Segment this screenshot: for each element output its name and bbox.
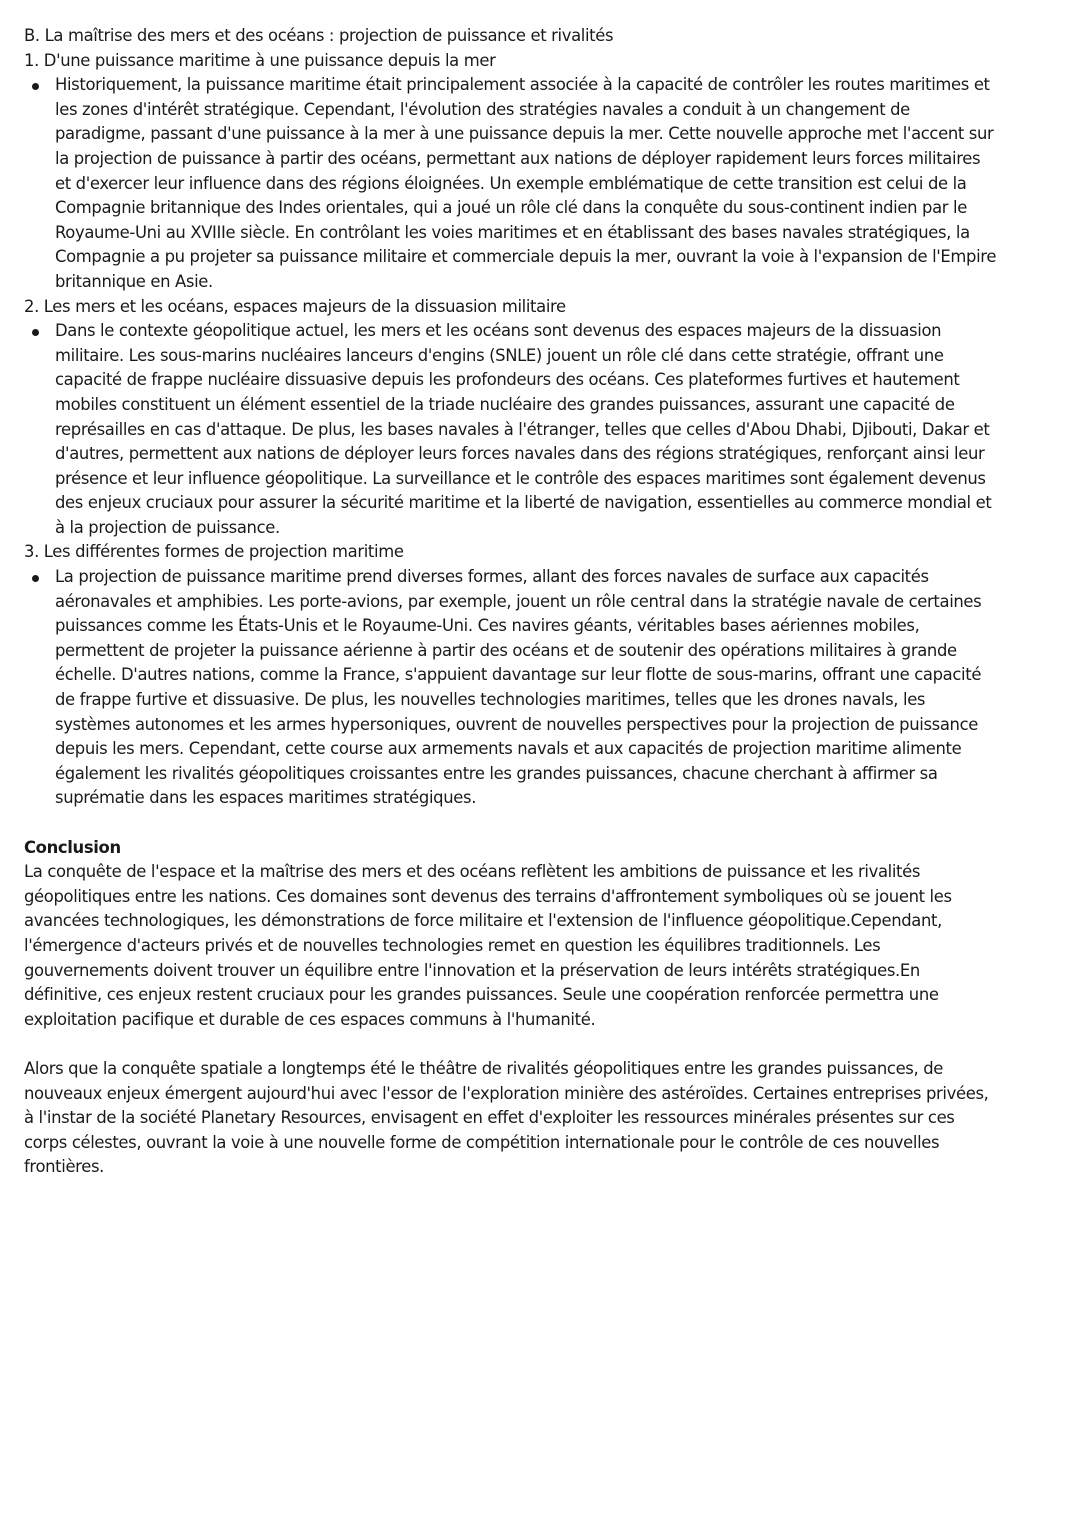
text-line: aéronavales et amphibies. Les porte-avions, par exemple, jouent un rôle central dans la stratégie navale de certaines xyxy=(55,591,982,611)
text-line: exploitation pacifique et durable de ces espaces communs à l'humanité. xyxy=(24,1009,596,1029)
text-line: également les rivalités géopolitiques croissantes entre les grandes puissances, chacune cherchant à affirmer sa xyxy=(55,763,938,783)
conclusion-heading: Conclusion xyxy=(24,837,121,857)
text-line: paradigme, passant d'une puissance à la mer à une puissance depuis la mer. Cette nouvelle approche met l'accent sur xyxy=(55,124,994,144)
text-line: suprématie dans les espaces maritimes stratégiques. xyxy=(55,788,477,808)
text-line: à la projection de puissance. xyxy=(55,517,280,537)
text-line: gouvernements doivent trouver un équilibre entre l'innovation et la préservation de leurs intérêts stratégiques.En xyxy=(24,960,920,980)
text-line: militaire. Les sous-marins nucléaires lanceurs d'engins (SNLE) jouent un rôle clé dans cette stratégie, offrant une xyxy=(55,345,944,365)
bullet-icon xyxy=(32,575,39,582)
text-line: Compagnie a pu projeter sa puissance militaire et commerciale depuis la mer, ouvrant la voie à l'expansion de l'Empire xyxy=(55,247,997,267)
bullet-item xyxy=(24,565,1056,811)
text-line: capacité de frappe nucléaire dissuasive depuis les profondeurs des océans. Ces plateformes furtives et hautement xyxy=(55,370,960,390)
text-line: des enjeux cruciaux pour assurer la sécurité maritime et la liberté de navigation, essentielles au commerce mondial et xyxy=(55,493,992,513)
text-line: Dans le contexte géopolitique actuel, les mers et les océans sont devenus des espaces majeurs de la dissuasion xyxy=(55,321,942,341)
text-line: La projection de puissance maritime prend diverses formes, allant des forces navales de surface aux capacités xyxy=(55,567,929,587)
spacer xyxy=(24,1032,1056,1057)
text-line: depuis les mers. Cependant, cette course aux armements navals et aux capacités de projection maritime alimente xyxy=(55,739,962,759)
subsection-3 xyxy=(24,540,1056,811)
text-line: Historiquement, la puissance maritime était principalement associée à la capacité de contrôler les routes maritimes et xyxy=(55,75,990,95)
text-line: La conquête de l'espace et la maîtrise des mers et des océans reflètent les ambitions de puissance et les rivalités xyxy=(24,862,921,882)
bullet-icon xyxy=(32,329,39,336)
text-line: l'émergence d'acteurs privés et de nouvelles technologies remet en question les équilibres traditionnels. Les xyxy=(24,935,881,955)
conclusion-section xyxy=(24,836,1056,1033)
text-line: les zones d'intérêt stratégique. Cependant, l'évolution des stratégies navales a conduit à un changement de xyxy=(55,99,910,119)
section-heading: B. La maîtrise des mers et des océans : projection de puissance et rivalités xyxy=(24,26,614,45)
text-line: systèmes autonomes et les armes hypersoniques, ouvrent de nouvelles perspectives pour la projection de puissance xyxy=(55,714,978,734)
bullet-icon xyxy=(32,83,39,90)
text-line: corps célestes, ouvrant la voie à une nouvelle forme de compétition internationale pour le contrôle de ces nouvelles xyxy=(24,1132,940,1152)
text-line: et d'exercer leur influence dans des régions éloignées. Un exemple emblématique de cette transition est celui de la xyxy=(55,173,967,193)
spacer xyxy=(24,811,1056,836)
bullet-item xyxy=(24,319,1056,540)
text-line: présence et leur influence géopolitique. La surveillance et le contrôle des espaces maritimes sont également devenus xyxy=(55,468,986,488)
text-line: d'autres, permettent aux nations de déployer leurs forces navales dans des régions stratégiques, renforçant ainsi leur xyxy=(55,444,985,464)
closing-paragraph xyxy=(24,1057,1056,1180)
subsection-title: 1. D'une puissance maritime à une puissance depuis la mer xyxy=(24,50,496,70)
text-line: Compagnie britannique des Indes orientales, qui a joué un rôle clé dans la conquête du sous-continent indien par le xyxy=(55,198,967,218)
bullet-text xyxy=(55,319,1056,540)
text-line: définitive, ces enjeux restent cruciaux pour les grandes puissances. Seule une coopération renforcée permettra une xyxy=(24,985,939,1005)
text-line: mobiles constituent un élément essentiel de la triade nucléaire des grandes puissances, assurant une capacité de xyxy=(55,394,955,414)
text-line: représailles en cas d'attaque. De plus, les bases navales à l'étranger, telles que celles d'Abou Dhabi, Djibouti, Dakar et xyxy=(55,419,990,439)
text-line: frontières. xyxy=(24,1157,104,1177)
text-line: échelle. D'autres nations, comme la France, s'appuient davantage sur leur flotte de sous-marins, offrant une capacité xyxy=(55,665,982,685)
bullet-item xyxy=(24,73,1056,294)
subsection-title: 2. Les mers et les océans, espaces majeurs de la dissuasion militaire xyxy=(24,296,566,316)
text-line: puissances comme les États-Unis et le Royaume-Uni. Ces navires géants, véritables bases aériennes mobiles, xyxy=(55,616,920,636)
text-line: géopolitiques entre les nations. Ces domaines sont devenus des terrains d'affrontement symboliques où se jouent les xyxy=(24,886,952,906)
subsection-2 xyxy=(24,295,1056,541)
subsection-title: 3. Les différentes formes de projection maritime xyxy=(24,542,404,562)
text-line: britannique en Asie. xyxy=(55,271,213,291)
text-line: nouveaux enjeux émergent aujourd'hui avec l'essor de l'exploration minière des astéroïdes. Certaines entreprises privées, xyxy=(24,1083,989,1103)
text-line: permettent de projeter la puissance aérienne à partir des océans et de soutenir des opérations militaires à grande xyxy=(55,640,957,660)
text-line: Alors que la conquête spatiale a longtemps été le théâtre de rivalités géopolitiques entre les grandes puissances, de xyxy=(24,1058,944,1078)
text-line: à l'instar de la société Planetary Resources, envisagent en effet d'exploiter les ressources minérales présentes sur ces xyxy=(24,1108,955,1128)
subsection-1 xyxy=(24,49,1056,295)
bullet-text xyxy=(55,565,1056,811)
text-line: de frappe furtive et dissuasive. De plus, les nouvelles technologies maritimes, telles que les drones navals, les xyxy=(55,690,926,710)
text-line: Royaume-Uni au XVIIIe siècle. En contrôlant les voies maritimes et en établissant des bases navales stratégiques, la xyxy=(55,222,970,242)
text-line: la projection de puissance à partir des océans, permettant aux nations de déployer rapidement leurs forces militaires xyxy=(55,148,981,168)
text-line: avancées technologiques, les démonstrations de force militaire et l'extension de l'influence géopolitique.Cependant, xyxy=(24,911,942,931)
bullet-text xyxy=(55,73,1056,294)
